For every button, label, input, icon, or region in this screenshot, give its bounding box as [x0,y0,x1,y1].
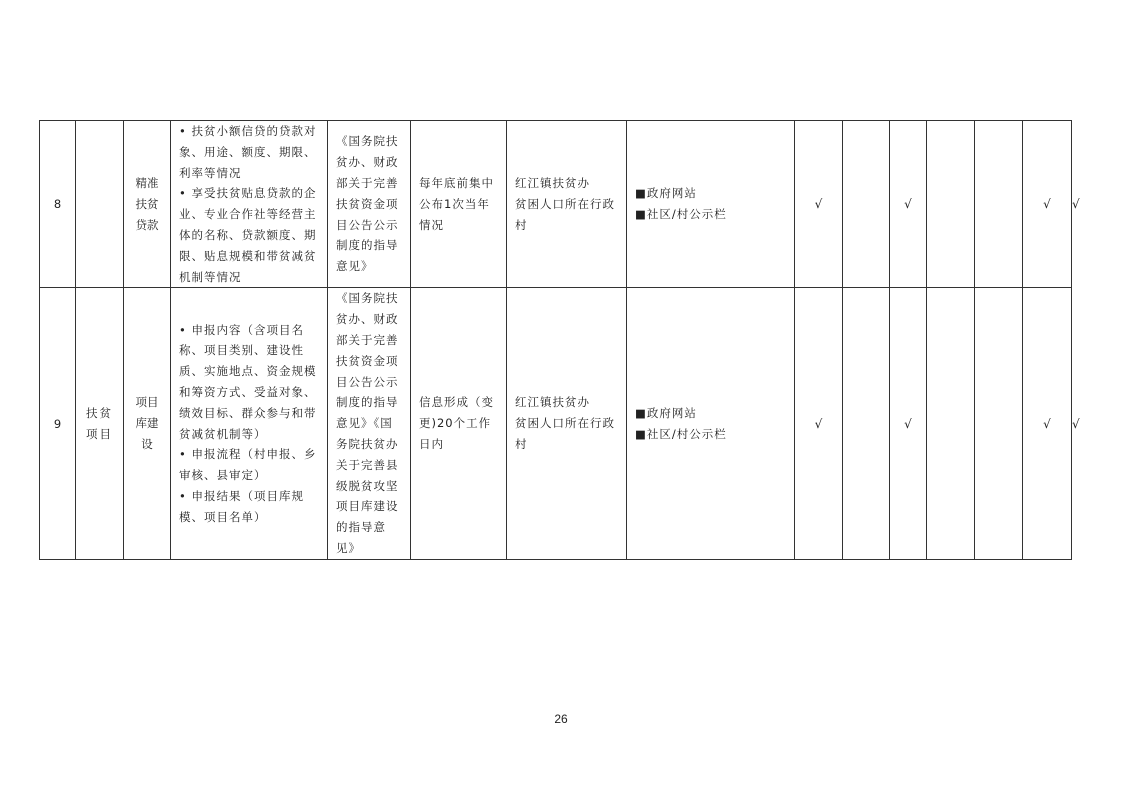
subject-text: 红江镇扶贫办 [515,395,590,410]
item-text: 设 [141,437,153,452]
content-bullet: • 申报流程（村申报、乡审核、县审定） [179,447,317,483]
category-text: 扶贫 [86,405,113,420]
channel-cell [627,288,795,559]
check-cell: √ [890,288,927,559]
subject-text: 贫困人口所在行政村 [515,196,615,232]
subject-text: 红江镇扶贫办 [515,175,590,190]
content-cell [171,121,328,288]
check-cell [843,288,890,559]
check-cell: √ [1023,288,1072,559]
channel-cell [627,121,795,288]
channel-text: ■社区/村公示栏 [635,207,727,222]
category-text: 项目 [86,426,113,441]
subject-cell [507,288,627,559]
category-cell [76,121,124,288]
subject-cell [507,121,627,288]
item-text: 精准 [135,175,159,190]
check-cell [975,288,1023,559]
item-text: 库建 [135,416,159,431]
content-bullet: • 享受扶贫贴息贷款的企业、专业合作社等经营主体的名称、贷款额度、期限、贴息规模和带贫减贫机制等情况 [179,186,317,284]
item-cell [124,121,171,288]
category-cell [76,288,124,559]
basis-cell: 《国务院扶贫办、财政部关于完善扶贫资金项目公告公示制度的指导意见》《国务院扶贫办关于完善县级脱贫攻坚项目库建设的指导意见》 [328,288,411,559]
subject-text: 贫困人口所在行政村 [515,416,615,451]
content-bullet: • 申报结果（项目库规模、项目名单） [179,488,304,524]
content-cell [171,288,328,559]
disclosure-table [39,120,1080,560]
row-number: 8 [40,121,76,288]
check-cell: √ [795,288,843,559]
check-cell: √ [1023,121,1072,288]
time-cell: 信息形成（变更)20个工作日内 [411,288,507,559]
table-row: 8 精准 扶贫 贷款 • 扶贫小额信贷的贷款对象、用途、额度、期限、利率等情况 • 享受扶贫贴息贷款的企业、专业合作社等经营主体的名称、贷款额度、期限、贴息规模和带贫减贫机制等情况 《国务院扶贫办、财政部关于完善扶贫资金项目公告公示制度的指导意见》 每年底前集中公布1次当年情况 红江镇扶贫办 贫困人口所在行政村 ■政府网站 ■社区/村公示栏 √ √ √ √ [40,121,1072,288]
content-bullet: • 申报内容（含项目名称、项目类别、建设性质、实施地点、资金规模和筹资方式、受益对象、绩效目标、群众参与和带贫减贫机制等） [179,322,317,441]
table-row: 9 扶贫 项目 项目 库建 设 • 申报内容（含项目名称、项目类别、建设性质、实施地点、资金规模和筹资方式、受益对象、绩效目标、群众参与和带贫减贫机制等） • 申报流程（村申报、乡审核、县审定） • 申报结果（项目库规模、项目名单） 《国务院扶贫办、财政部关于完善扶贫资金项目公告公示制度的指导意见》《国务院扶贫办关于完善县级脱贫攻坚项目库建设的指导意见》 信息形成（变更)20个工作日内 红江镇扶贫办 贫困人口所在行政村 ■政府网站 ■社区/村公示栏 √ √ √ √ [40,288,1072,559]
check-cell: √ [795,121,843,288]
item-cell [124,288,171,559]
item-text: 项目 [135,395,159,410]
content-bullet: • 扶贫小额信贷的贷款对象、用途、额度、期限、利率等情况 [179,124,317,180]
basis-cell: 《国务院扶贫办、财政部关于完善扶贫资金项目公告公示制度的指导意见》 [328,121,411,288]
check-cell: √ [890,121,927,288]
channel-text: ■社区/村公示栏 [635,426,727,441]
time-cell: 每年底前集中公布1次当年情况 [411,121,507,288]
channel-text: ■政府网站 [635,405,697,420]
check-cell [927,121,975,288]
item-text: 扶贫 [135,196,159,211]
check-cell [843,121,890,288]
item-text: 贷款 [135,217,159,232]
check-cell [975,121,1023,288]
page-number: 26 [554,712,568,726]
row-number: 9 [40,288,76,559]
check-cell [927,288,975,559]
channel-text: ■政府网站 [635,186,697,201]
